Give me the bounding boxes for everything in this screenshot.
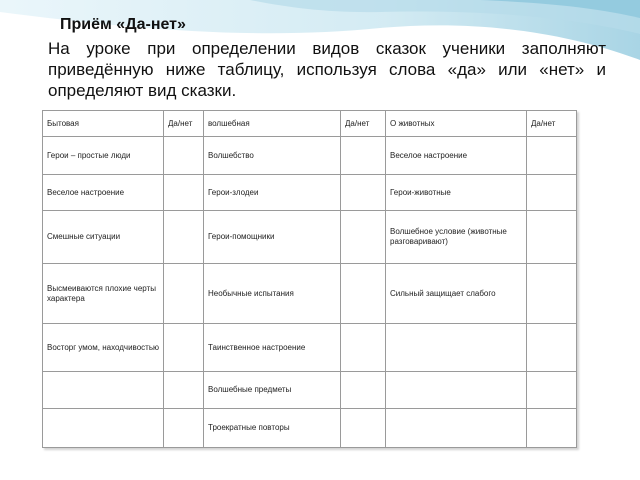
magic-cell: Таинственное настроение bbox=[204, 324, 341, 372]
yes-no-cell[interactable] bbox=[164, 175, 204, 211]
yes-no-cell[interactable] bbox=[164, 372, 204, 409]
table-row bbox=[43, 264, 577, 324]
yes-no-cell[interactable] bbox=[164, 409, 204, 448]
header-animals: О животных bbox=[386, 111, 527, 137]
table-row bbox=[43, 137, 577, 175]
table-row bbox=[43, 175, 577, 211]
animals-cell: Герои-животные bbox=[386, 175, 527, 211]
header-yes-no: Да/нет bbox=[341, 111, 386, 137]
table-header-row bbox=[43, 111, 577, 137]
yes-no-cell[interactable] bbox=[164, 264, 204, 324]
table-row bbox=[43, 372, 577, 409]
page-title: Приём «Да-нет» bbox=[60, 16, 186, 33]
yes-no-cell[interactable] bbox=[164, 137, 204, 175]
animals-cell: Волшебное условие (животные разговаривают) bbox=[386, 211, 527, 264]
table-row bbox=[43, 211, 577, 264]
everyday-cell bbox=[43, 409, 164, 448]
yes-no-cell[interactable] bbox=[527, 324, 577, 372]
animals-cell bbox=[386, 324, 527, 372]
yes-no-cell[interactable] bbox=[341, 372, 386, 409]
yes-no-cell[interactable] bbox=[341, 137, 386, 175]
yes-no-cell[interactable] bbox=[527, 175, 577, 211]
magic-cell: Волшебные предметы bbox=[204, 372, 341, 409]
everyday-cell: Смешные ситуации bbox=[43, 211, 164, 264]
everyday-cell: Восторг умом, находчивостью bbox=[43, 324, 164, 372]
animals-cell bbox=[386, 409, 527, 448]
intro-paragraph: На уроке при определении видов сказок ученики заполняют приведённую ниже таблицу, используя слова «да» или «нет» и определяют вид сказки. bbox=[48, 39, 606, 100]
everyday-cell bbox=[43, 372, 164, 409]
yes-no-cell[interactable] bbox=[341, 264, 386, 324]
header-everyday: Бытовая bbox=[43, 111, 164, 137]
yes-no-cell[interactable] bbox=[341, 409, 386, 448]
yes-no-cell[interactable] bbox=[341, 175, 386, 211]
table-row bbox=[43, 324, 577, 372]
everyday-cell: Веселое настроение bbox=[43, 175, 164, 211]
magic-cell: Необычные испытания bbox=[204, 264, 341, 324]
magic-cell: Троекратные повторы bbox=[204, 409, 341, 448]
yes-no-cell[interactable] bbox=[164, 324, 204, 372]
animals-cell: Веселое настроение bbox=[386, 137, 527, 175]
header-yes-no: Да/нет bbox=[527, 111, 577, 137]
animals-cell bbox=[386, 372, 527, 409]
animals-cell: Сильный защищает слабого bbox=[386, 264, 527, 324]
yes-no-cell[interactable] bbox=[164, 211, 204, 264]
magic-cell: Герои-помощники bbox=[204, 211, 341, 264]
table-row bbox=[43, 409, 577, 448]
magic-cell: Герои-злодеи bbox=[204, 175, 341, 211]
yes-no-cell[interactable] bbox=[527, 137, 577, 175]
yes-no-cell[interactable] bbox=[527, 211, 577, 264]
header-yes-no: Да/нет bbox=[164, 111, 204, 137]
yes-no-cell[interactable] bbox=[527, 409, 577, 448]
yes-no-cell[interactable] bbox=[527, 372, 577, 409]
header-magic: волшебная bbox=[204, 111, 341, 137]
fairy-tale-types-table bbox=[42, 110, 577, 448]
yes-no-cell[interactable] bbox=[341, 324, 386, 372]
everyday-cell: Герои – простые люди bbox=[43, 137, 164, 175]
everyday-cell: Высмеиваются плохие черты характера bbox=[43, 264, 164, 324]
magic-cell: Волшебство bbox=[204, 137, 341, 175]
yes-no-cell[interactable] bbox=[341, 211, 386, 264]
yes-no-cell[interactable] bbox=[527, 264, 577, 324]
